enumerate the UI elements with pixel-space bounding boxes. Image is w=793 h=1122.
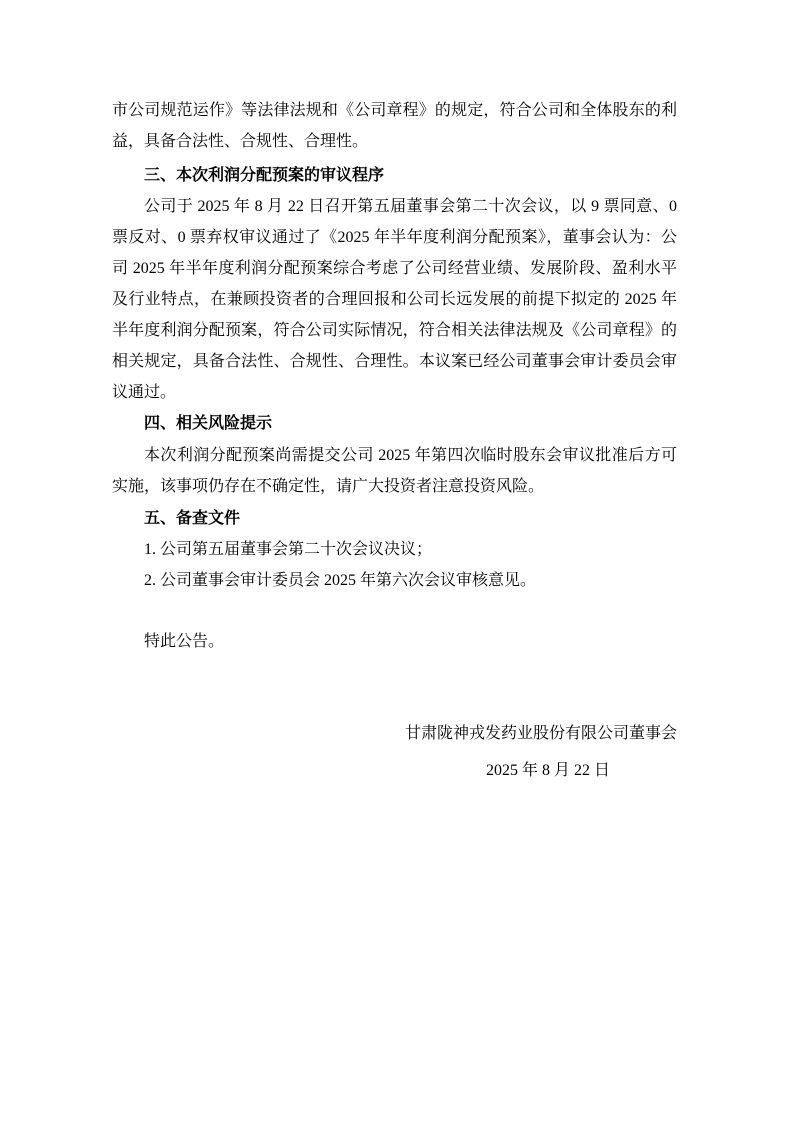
list-item: 1. 公司第五届董事会第二十次会议决议；: [144, 541, 433, 558]
signature-date: 2025 年 8 月 22 日: [485, 762, 610, 779]
text-line: 票反对、0 票弃权审议通过了《2025 年半年度利润分配预案》，董事会认为：公: [112, 229, 677, 246]
text-line: 及行业特点，在兼顾投资者的合理回报和公司长远发展的前提下拟定的 2025 年: [112, 291, 677, 308]
text-line: 半年度利润分配预案，符合公司实际情况，符合相关法律法规及《公司章程》的: [112, 322, 677, 339]
list-item: 2. 公司董事会审计委员会 2025 年第六次会议审核意见。: [144, 572, 537, 589]
paragraph-risk-notice: [112, 440, 677, 502]
paragraph-continuation: [112, 95, 677, 157]
text-line: 益，具备合法性、合规性、合理性。: [112, 133, 369, 150]
section-heading-review-procedure: 三、本次利润分配预案的审议程序: [144, 167, 385, 184]
text-line: 市公司规范运作》等法律法规和《公司章程》的规定，符合公司和全体股东的利: [112, 102, 677, 119]
paragraph-review-procedure: [112, 191, 677, 408]
text-line: 实施，该事项仍存在不确定性，请广大投资者注意投资风险。: [112, 478, 545, 495]
closing-statement: 特此公告。: [144, 633, 225, 650]
text-line: 相关规定，具备合法性、合规性、合理性。本议案已经公司董事会审计委员会审: [112, 353, 677, 370]
section-heading-risk-notice: 四、相关风险提示: [144, 415, 273, 432]
text-line: 司 2025 年半年度利润分配预案综合考虑了公司经营业绩、发展阶段、盈利水平: [112, 260, 677, 277]
signature-company: 甘肃陇神戎发药业股份有限公司董事会: [404, 725, 677, 742]
text-line: 公司于 2025 年 8 月 22 日召开第五届董事会第二十次会议，以 9 票同意、0: [144, 198, 677, 215]
reference-documents-list: [112, 534, 677, 596]
section-heading-reference-documents: 五、备查文件: [144, 510, 241, 527]
text-line: 议通过。: [112, 384, 177, 401]
text-line: 本次利润分配预案尚需提交公司 2025 年第四次临时股东会审议批准后方可: [144, 447, 677, 464]
